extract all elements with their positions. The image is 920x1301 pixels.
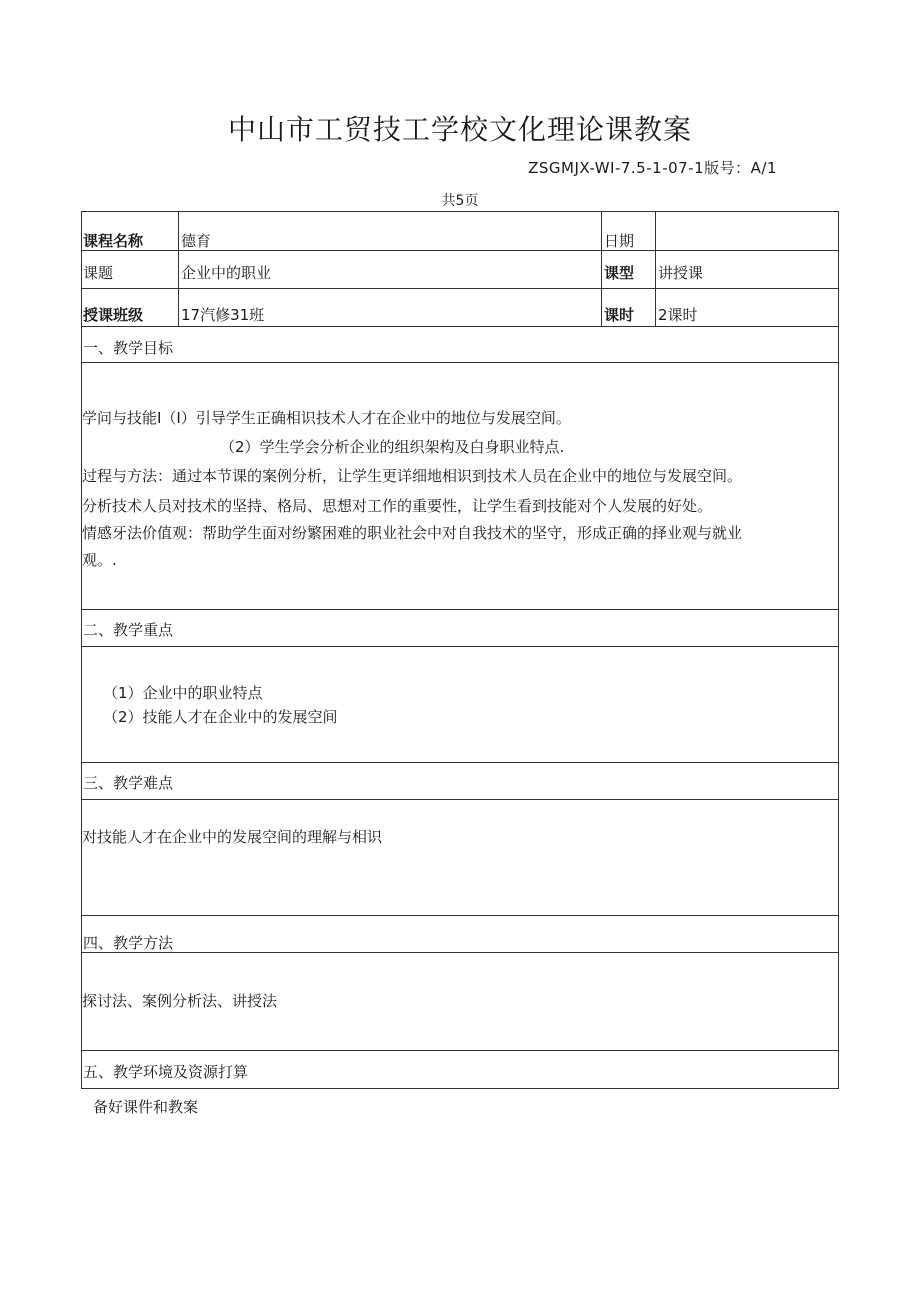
hours-label: 课时 — [604, 306, 635, 324]
page-count: 共5页 — [441, 193, 479, 209]
objective-line: 学问与技能I（I）引导学生正确相识技术人才在企业中的地位与发展空间。 — [82, 409, 571, 427]
date-label: 日期 — [604, 232, 635, 250]
course-label: 课程名称 — [83, 232, 144, 250]
objective-line: 观。. — [82, 551, 117, 569]
difficulties-heading: 三、教学难点 — [83, 774, 174, 792]
difficulty-item: 对技能人才在企业中的发展空间的理解与相识 — [82, 828, 383, 846]
key-points-heading: 二、教学重点 — [83, 621, 174, 639]
key-point-item: （1）企业中的职业特点 — [103, 684, 263, 702]
page-title: 中山市工贸技工学校文化理论课教案 — [227, 113, 692, 146]
objective-line: （2）学生学会分析企业的组织架构及白身职业特点. — [220, 438, 565, 456]
class-label: 授课班级 — [83, 306, 144, 324]
objective-line: 过程与方法：通过本节课的案例分析，让学生更详细地相识到技术人员在企业中的地位与发展空间。 — [82, 467, 743, 485]
objectives-heading: 一、教学目标 — [83, 339, 174, 357]
hours-value: 2课时 — [658, 306, 698, 324]
type-label: 课型 — [604, 264, 635, 282]
environment-note: 备好课件和教案 — [93, 1098, 199, 1116]
environment-heading: 五、教学环境及资源打算 — [83, 1063, 249, 1081]
document-number: ZSGMJX-WI-7.5-1-07-1版号：A/1 — [528, 159, 777, 177]
topic-label: 课题 — [83, 264, 114, 282]
objective-line: 分析技术人员对技术的坚持、格局、思想对工作的重要性，让学生看到技能对个人发展的好处。 — [82, 497, 713, 515]
objective-line: 情感牙法价值观：帮助学生面对纷繁困难的职业社会中对自我技术的坚守，形成正确的择业观与就业 — [82, 524, 743, 542]
key-point-item: （2）技能人才在企业中的发展空间 — [103, 708, 338, 726]
course-value: 德育 — [181, 232, 212, 250]
topic-value: 企业中的职业 — [181, 264, 272, 282]
method-item: 探讨法、案例分析法、讲授法 — [82, 992, 278, 1010]
class-value: 17汽修31班 — [181, 306, 265, 324]
type-value: 讲授课 — [658, 264, 704, 282]
methods-heading: 四、教学方法 — [83, 934, 174, 952]
